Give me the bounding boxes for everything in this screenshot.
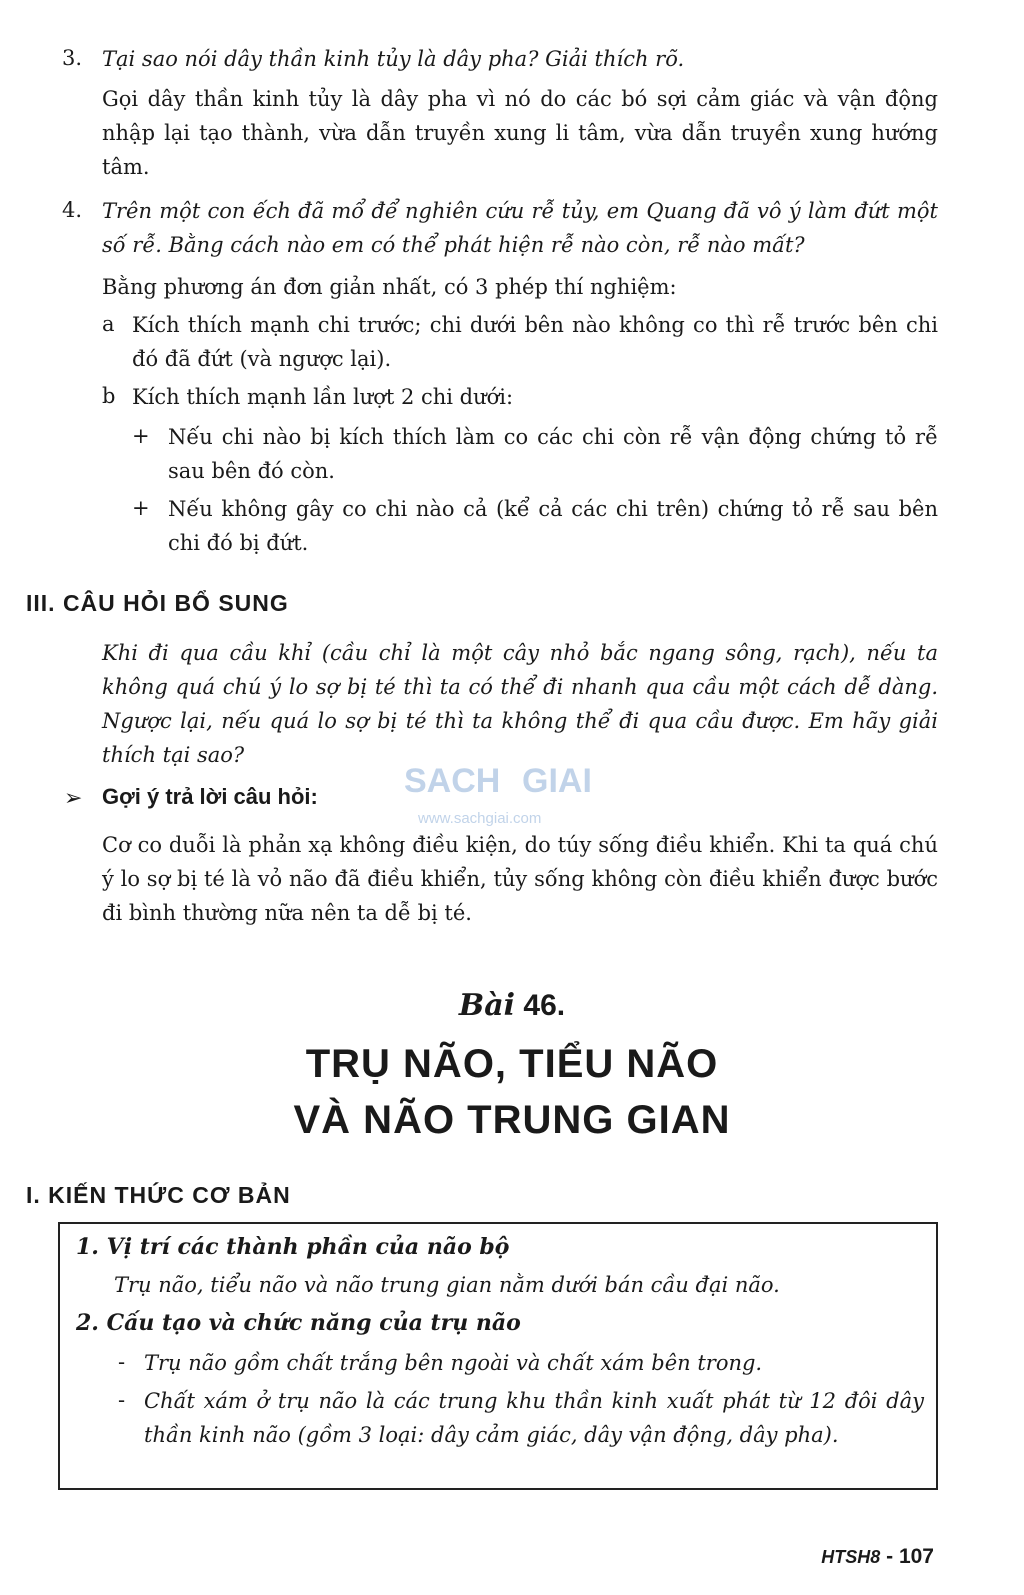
question-4-text: Trên một con ếch đã mổ để nghiên cứu rễ tủy, em Quang đã vô ý làm đứt một số rễ. Bằng cách nào em có thể phát hiện rễ nào còn, rễ nào mất? [102, 199, 938, 257]
sub-1-text: Nếu chi nào bị kích thích làm co các chi còn rễ vận động chứng tỏ rễ sau bên đó còn. [168, 425, 938, 483]
sub-1-marker: + [132, 424, 150, 448]
question-3-text: Tại sao nói dây thần kinh tủy là dây pha? Giải thích rõ. [102, 47, 685, 71]
lesson-title-line-1: TRỤ NÃO, TIỂU NÃO [305, 1042, 719, 1086]
lesson-number [0, 988, 1024, 1023]
dash-marker-1: - [118, 1350, 126, 1374]
section-3-question: Khi đi qua cầu khỉ (cầu chỉ là một cây nhỏ bắc ngang sông, rạch), nếu ta không quá chú ý lo sợ bị té thì ta có thể đi nhanh qua cầu một cách dễ dàng. Ngược lại, nếu quá lo sợ bị té thì ta không thể đi qua cầu được. Em hãy giải thích tại sao? [102, 641, 938, 767]
item-b-marker: b [102, 384, 116, 408]
page-number: 107 [898, 1545, 934, 1568]
lesson-bai-word: Bài [458, 988, 516, 1023]
hint-answer: Cơ co duỗi là phản xạ không điều kiện, do túy sống điều khiển. Khi ta quá chú ý lo sợ bị té là vỏ não đã điều khiển, tủy sống không còn điều khiển được bước đi bình thường nữa nên ta dễ bị té. [102, 833, 938, 925]
lesson-title-line-2: VÀ NÃO TRUNG GIAN [293, 1098, 731, 1142]
lesson-number-value: 46. [523, 989, 566, 1022]
footer-book-code: HTSH8 [821, 1547, 881, 1567]
question-4-number: 4. [62, 198, 83, 222]
watermark-brand-left: SACH [404, 762, 501, 800]
item-a-marker: a [102, 312, 115, 336]
sub-2-text: Nếu không gây co chi nào cả (kể cả các chi trên) chứng tỏ rễ sau bên chi đó bị đứt. [168, 497, 938, 555]
item-a-text: Kích thích mạnh chi trước; chi dưới bên nào không co thì rễ trước bên chi đó đã đứt (và ngược lại). [132, 313, 938, 371]
item-1-heading: 1. Vị trí các thành phần của não bộ [76, 1234, 510, 1260]
item-2-heading: 2. Cấu tạo và chức năng của trụ não [76, 1310, 521, 1336]
item-1-text: Trụ não, tiểu não và não trung gian nằm dưới bán cầu đại não. [114, 1273, 780, 1297]
hint-heading: Gợi ý trả lời câu hỏi: [102, 784, 318, 809]
dash-marker-2: - [118, 1388, 126, 1412]
section-3-heading: III. CÂU HỎI BỔ SUNG [26, 590, 289, 616]
question-3-number: 3. [62, 46, 83, 70]
section-1-heading: I. KIẾN THỨC CƠ BẢN [26, 1182, 291, 1208]
footer-separator: - [880, 1545, 899, 1568]
watermark-url: www.sachgiai.com [418, 810, 542, 827]
question-4-intro: Bằng phương án đơn giản nhất, có 3 phép thí nghiệm: [102, 275, 677, 299]
hint-arrow-icon: ➢ [64, 786, 83, 811]
sub-2-marker: + [132, 496, 150, 520]
item-b-text: Kích thích mạnh lần lượt 2 chi dưới: [132, 385, 514, 409]
page-footer [821, 1545, 934, 1569]
watermark-brand-right: GIAI [522, 762, 592, 800]
question-3-answer: Gọi dây thần kinh tủy là dây pha vì nó do các bó sợi cảm giác và vận động nhập lại tạo thành, vừa dẫn truyền xung li tâm, vừa dẫn truyền xung hướng tâm. [102, 87, 938, 179]
item-2-bullet-1: Trụ não gồm chất trắng bên ngoài và chất xám bên trong. [144, 1351, 763, 1375]
watermark-logo [404, 752, 624, 842]
item-2-bullet-2: Chất xám ở trụ não là các trung khu thần kinh xuất phát từ 12 đôi dây thần kinh não (gồm 3 loại: dây cảm giác, dây vận động, dây pha). [144, 1389, 924, 1447]
